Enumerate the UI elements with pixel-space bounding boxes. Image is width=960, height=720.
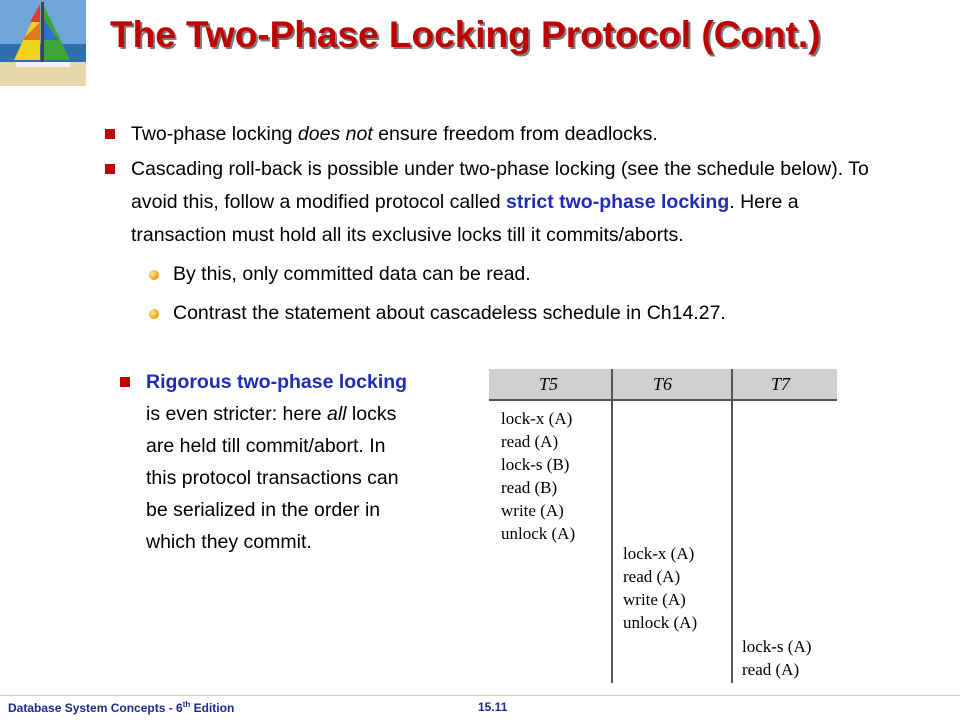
column-divider xyxy=(731,369,733,683)
t6-op: write (A) xyxy=(623,590,686,609)
t7-op: lock-s (A) xyxy=(742,637,812,656)
bullet-rigorous: Rigorous two-phase locking is even stricter: here all locks are held till commit/abort. In this protocol transactions can be serialized in the order in which they commit. xyxy=(120,366,420,560)
column-divider xyxy=(611,369,613,683)
square-bullet-icon xyxy=(105,164,115,174)
bullet-list xyxy=(105,118,885,334)
t5-op: read (B) xyxy=(501,478,558,497)
footer-page-number: 15.11 xyxy=(478,700,508,714)
t5-op: read (A) xyxy=(501,432,559,451)
bullet-cascading: Cascading roll-back is possible under two-phase locking (see the schedule below). To avoid this, follow a modified protocol called strict two-phase locking. Here a transaction must hold all its exclusive locks till it commits/aborts. xyxy=(105,153,885,252)
t5-op: lock-x (A) xyxy=(501,409,573,428)
footer-divider xyxy=(0,695,960,696)
footer-book-title: Database System Concepts - 6th Edition xyxy=(8,700,235,715)
schedule-table xyxy=(489,369,837,683)
t6-op: unlock (A) xyxy=(623,613,698,632)
slide-title: The Two-Phase Locking Protocol (Cont.) xyxy=(110,14,821,55)
square-bullet-icon xyxy=(120,377,130,387)
header-t5: T5 xyxy=(539,374,559,394)
table-header xyxy=(489,369,837,401)
t5-op: lock-s (B) xyxy=(501,455,570,474)
t6-op: read (A) xyxy=(623,567,681,586)
t5-op: write (A) xyxy=(501,501,564,520)
header-t6: T6 xyxy=(653,374,673,394)
t7-op: read (A) xyxy=(742,660,800,679)
round-bullet-icon xyxy=(149,270,159,280)
square-bullet-icon xyxy=(105,129,115,139)
sailboat-logo xyxy=(0,0,86,86)
header-t7: T7 xyxy=(771,374,791,394)
subbullet-committed: By this, only committed data can be read. xyxy=(105,258,885,291)
round-bullet-icon xyxy=(149,309,159,319)
subbullet-contrast: Contrast the statement about cascadeless schedule in Ch14.27. xyxy=(105,297,885,330)
bullet-deadlock: Two-phase locking does not ensure freedom from deadlocks. xyxy=(105,118,885,151)
t5-op: unlock (A) xyxy=(501,524,576,543)
t6-op: lock-x (A) xyxy=(623,544,695,563)
